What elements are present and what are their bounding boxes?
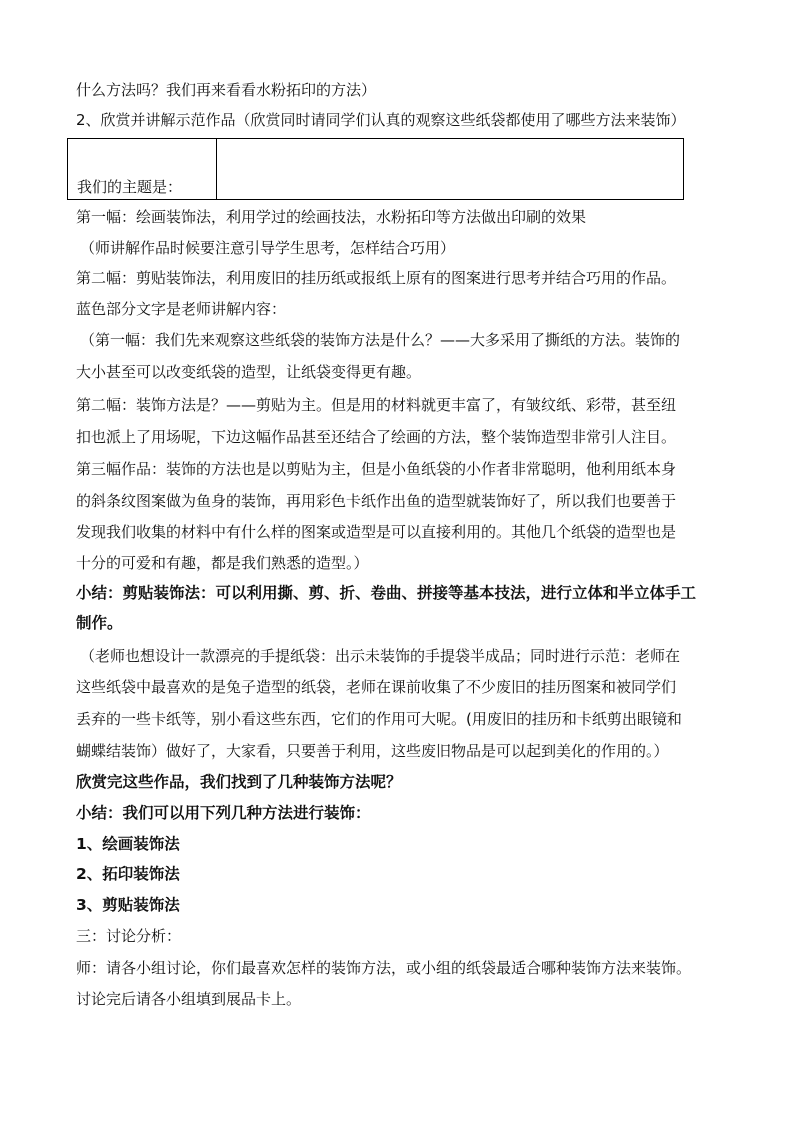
bold-line: 小结：我们可以用下列几种方法进行装饰：: [76, 804, 371, 822]
text-line: 的斜条纹图案做为鱼身的装饰，再用彩色卡纸作出鱼的造型就装饰好了，所以我们也要善于: [76, 492, 677, 510]
text-line: 大小甚至可以改变纸袋的造型，让纸袋变得更有趣。: [76, 363, 422, 381]
theme-table: [67, 138, 684, 200]
summary-line: 制作。: [76, 614, 123, 632]
text-line: 第一幅：绘画装饰法，利用学过的绘画技法，水粉拓印等方法做出印刷的效果: [76, 208, 587, 226]
text-line: 什么方法吗？我们再来看看水粉拓印的方法）: [76, 81, 377, 99]
bold-line: 欣赏完这些作品，我们找到了几种装饰方法呢？: [76, 773, 402, 791]
text-line: 十分的可爱和有趣，都是我们熟悉的造型。）: [76, 554, 369, 572]
text-line: 丢弃的一些卡纸等，别小看这些东西，它们的作用可大呢。(用废旧的挂历和卡纸剪出眼镜和: [76, 710, 682, 728]
text-line: 蝴蝶结装饰）做好了，大家看，只要善于利用，这些废旧物品是可以起到美化的作用的。）: [76, 742, 669, 760]
method-item: 1、绘画装饰法: [76, 835, 180, 853]
theme-label: 我们的主题是：: [77, 178, 183, 196]
section-heading: 三：讨论分析：: [76, 927, 182, 945]
summary-line: 小结：剪贴装饰法：可以利用撕、剪、折、卷曲、拼接等基本技法，进行立体和半立体手工: [76, 584, 697, 602]
text-line: 讨论完后请各小组填到展品卡上。: [76, 990, 302, 1008]
text-line: （第一幅：我们先来观察这些纸袋的装饰方法是什么？——大多采用了撕纸的方法。装饰的: [80, 331, 681, 349]
text-line: 扣也派上了用场呢，下边这幅作品甚至还结合了绘画的方法，整个装饰造型非常引人注目。: [76, 428, 677, 446]
text-line: 师：请各小组讨论，你们最喜欢怎样的装饰方法，或小组的纸袋最适合哪种装饰方法来装饰。: [76, 959, 692, 977]
text-line: 第二幅：剪贴装饰法，利用废旧的挂历纸或报纸上原有的图案进行思考并结合巧用的作品。: [76, 269, 677, 287]
text-line: 第二幅：装饰方法是？——剪贴为主。但是用的材料就更丰富了，有皱纹纸、彩带，甚至纽: [76, 396, 677, 414]
method-item: 3、剪贴装饰法: [76, 896, 180, 914]
text-line: （老师也想设计一款漂亮的手提纸袋：出示未装饰的手提袋半成品；同时进行示范：老师在: [80, 647, 681, 665]
text-line: 这些纸袋中最喜欢的是兔子造型的纸袋，老师在课前收集了不少废旧的挂历图案和被同学们: [76, 678, 677, 696]
text-line: 2、欣赏并讲解示范作品（欣赏同时请同学们认真的观察这些纸袋都使用了哪些方法来装饰）: [76, 111, 686, 129]
method-item: 2、拓印装饰法: [76, 865, 180, 883]
table-divider: [216, 139, 217, 199]
text-line: （师讲解作品时候要注意引导学生思考，怎样结合巧用）: [80, 239, 456, 257]
text-line: 发现我们收集的材料中有什么样的图案或造型是可以直接利用的。其他几个纸袋的造型也是: [76, 523, 677, 541]
text-line: 第三幅作品：装饰的方法也是以剪贴为主，但是小鱼纸袋的小作者非常聪明，他利用纸本身: [76, 460, 677, 478]
text-line: 蓝色部分文字是老师讲解内容：: [76, 300, 287, 318]
